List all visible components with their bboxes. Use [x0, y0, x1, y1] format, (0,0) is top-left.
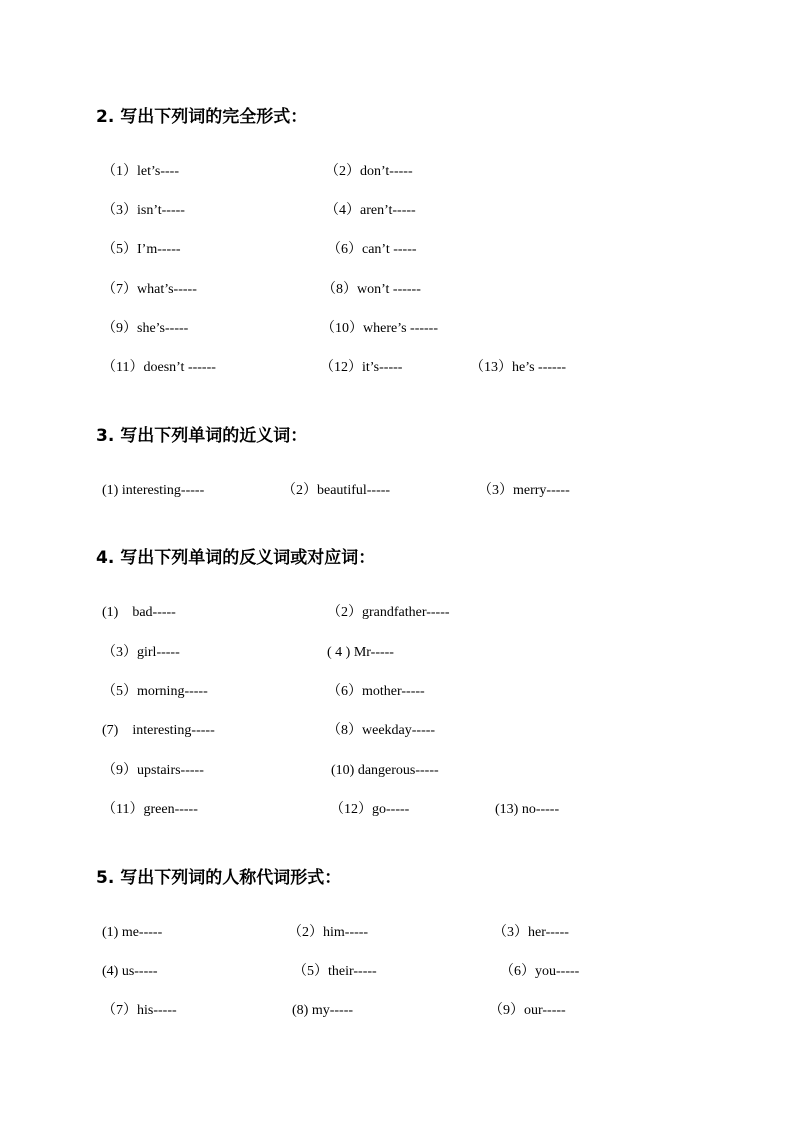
exercise-item: (10) dangerous----- [331, 763, 439, 778]
exercise-item: （2）don’t----- [325, 164, 413, 179]
exercise-item: （9）she’s----- [102, 321, 189, 336]
exercise-item: （12）go----- [330, 802, 410, 817]
exercise-item: （3）her----- [493, 925, 569, 940]
exercise-item: （3）isn’t----- [102, 203, 185, 218]
exercise-item: （9）upstairs----- [102, 763, 204, 778]
exercise-item: （5）I’m----- [102, 242, 181, 257]
exercise-item: (1) interesting----- [102, 483, 205, 498]
exercise-item: （9）our----- [489, 1003, 566, 1018]
exercise-item: （7）what’s----- [102, 282, 197, 297]
exercise-item: (1) bad----- [102, 605, 176, 620]
exercise-item: （3）merry----- [478, 483, 570, 498]
exercise-item: （6）mother----- [327, 684, 425, 699]
exercise-item: （2）grandfather----- [327, 605, 450, 620]
exercise-item: （6）can’t ----- [327, 242, 417, 257]
exercise-item: （4）aren’t----- [325, 203, 416, 218]
exercise-item: （6）you----- [500, 964, 580, 979]
exercise-item: （8）won’t ------ [322, 282, 421, 297]
exercise-item: （8）weekday----- [327, 723, 436, 738]
exercise-item: （2）him----- [288, 925, 369, 940]
exercise-item: （11）green----- [102, 802, 198, 817]
exercise-item: (8) my----- [292, 1003, 354, 1018]
exercise-item: （13）he’s ------ [470, 360, 567, 375]
section-5-heading: 5. 写出下列词的人称代词形式： [96, 868, 342, 888]
exercise-item: （2）beautiful----- [282, 483, 391, 498]
section-3-heading: 3. 写出下列单词的近义词： [96, 426, 308, 446]
exercise-item: （5）morning----- [102, 684, 208, 699]
exercise-item: （7）his----- [102, 1003, 177, 1018]
section-4-heading: 4. 写出下列单词的反义词或对应词： [96, 548, 376, 568]
exercise-item: （11）doesn’t ------ [102, 360, 216, 375]
exercise-item: (4) us----- [102, 964, 158, 979]
exercise-item: (1) me----- [102, 925, 163, 940]
exercise-item: ( 4 ) Mr----- [327, 645, 394, 660]
exercise-item: （12）it’s----- [320, 360, 403, 375]
exercise-item: （10）where’s ------ [321, 321, 439, 336]
exercise-item: (13) no----- [495, 802, 560, 817]
exercise-item: (7) interesting----- [102, 723, 215, 738]
exercise-item: （3）girl----- [102, 645, 180, 660]
exercise-item: （5）their----- [293, 964, 377, 979]
exercise-item: （1）let’s---- [102, 164, 179, 179]
section-2-heading: 2. 写出下列词的完全形式： [96, 107, 308, 127]
